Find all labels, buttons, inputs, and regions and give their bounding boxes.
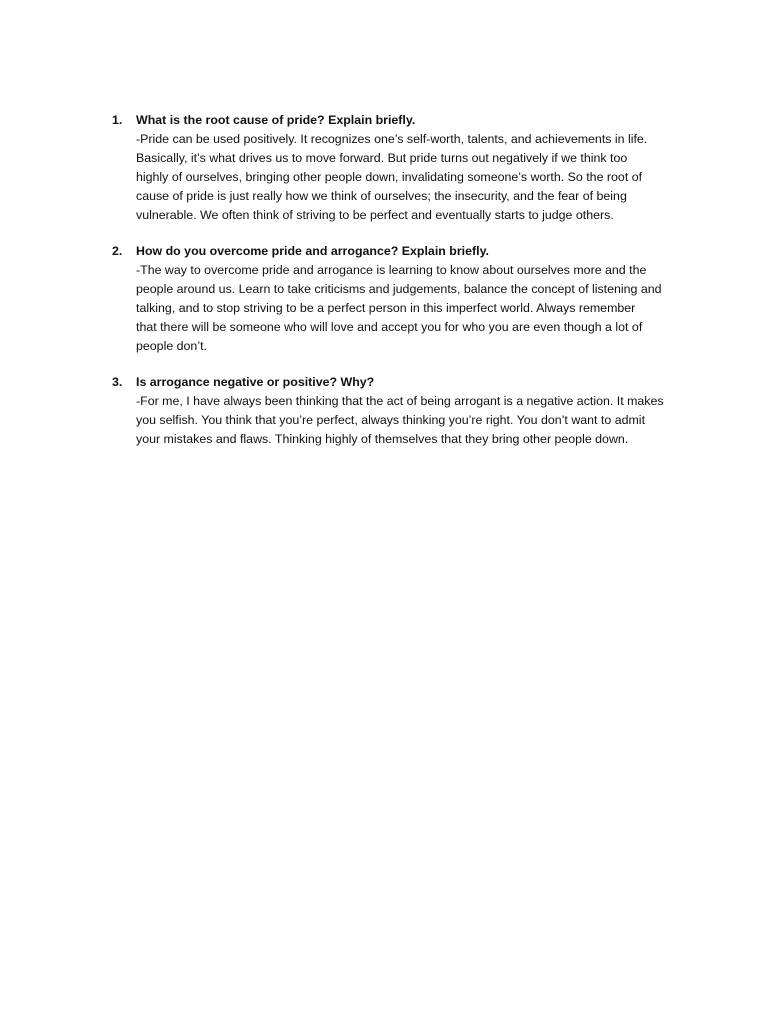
question-list [112,111,672,466]
question-body [136,373,672,449]
question-text: What is the root cause of pride? Explain briefly. [136,113,416,127]
question-item-2 [112,242,672,356]
question-number: 3. [112,375,123,389]
answer-line: -The way to overcome pride and arrogance is learning to know about ourselves more and the [136,263,647,277]
question-body [136,242,672,356]
answer-line: that there will be someone who will love and accept you for who you are even though a lot of [136,320,643,334]
answer-line: your mistakes and flaws. Thinking highly of themselves that they bring other people down. [136,432,629,446]
answer-line: talking, and to stop striving to be a perfect person in this imperfect world. Always remember [136,301,636,315]
question-text: How do you overcome pride and arrogance? Explain briefly. [136,244,489,258]
question-body [136,111,672,225]
answer-line: Basically, it’s what drives us to move forward. But pride turns out negatively if we think too [136,151,628,165]
answer-line: -Pride can be used positively. It recognizes one’s self-worth, talents, and achievements in life. [136,132,648,146]
answer-line: cause of pride is just really how we think of ourselves; the insecurity, and the fear of being [136,189,627,203]
answer-line: you selfish. You think that you’re perfect, always thinking you’re right. You don’t want to admit [136,413,646,427]
answer-line: people around us. Learn to take criticisms and judgements, balance the concept of listening and [136,282,662,296]
answer-line: vulnerable. We often think of striving to be perfect and eventually starts to judge others. [136,208,614,222]
answer-line: highly of ourselves, bringing other people down, invalidating someone’s worth. So the root of [136,170,643,184]
question-item-1 [112,111,672,225]
answer-line: people don’t. [136,339,207,353]
question-item-3 [112,373,672,449]
question-number: 2. [112,244,123,258]
answer-line: -For me, I have always been thinking that the act of being arrogant is a negative action. It makes [136,394,664,408]
question-text: Is arrogance negative or positive? Why? [136,375,375,389]
question-number: 1. [112,113,123,127]
